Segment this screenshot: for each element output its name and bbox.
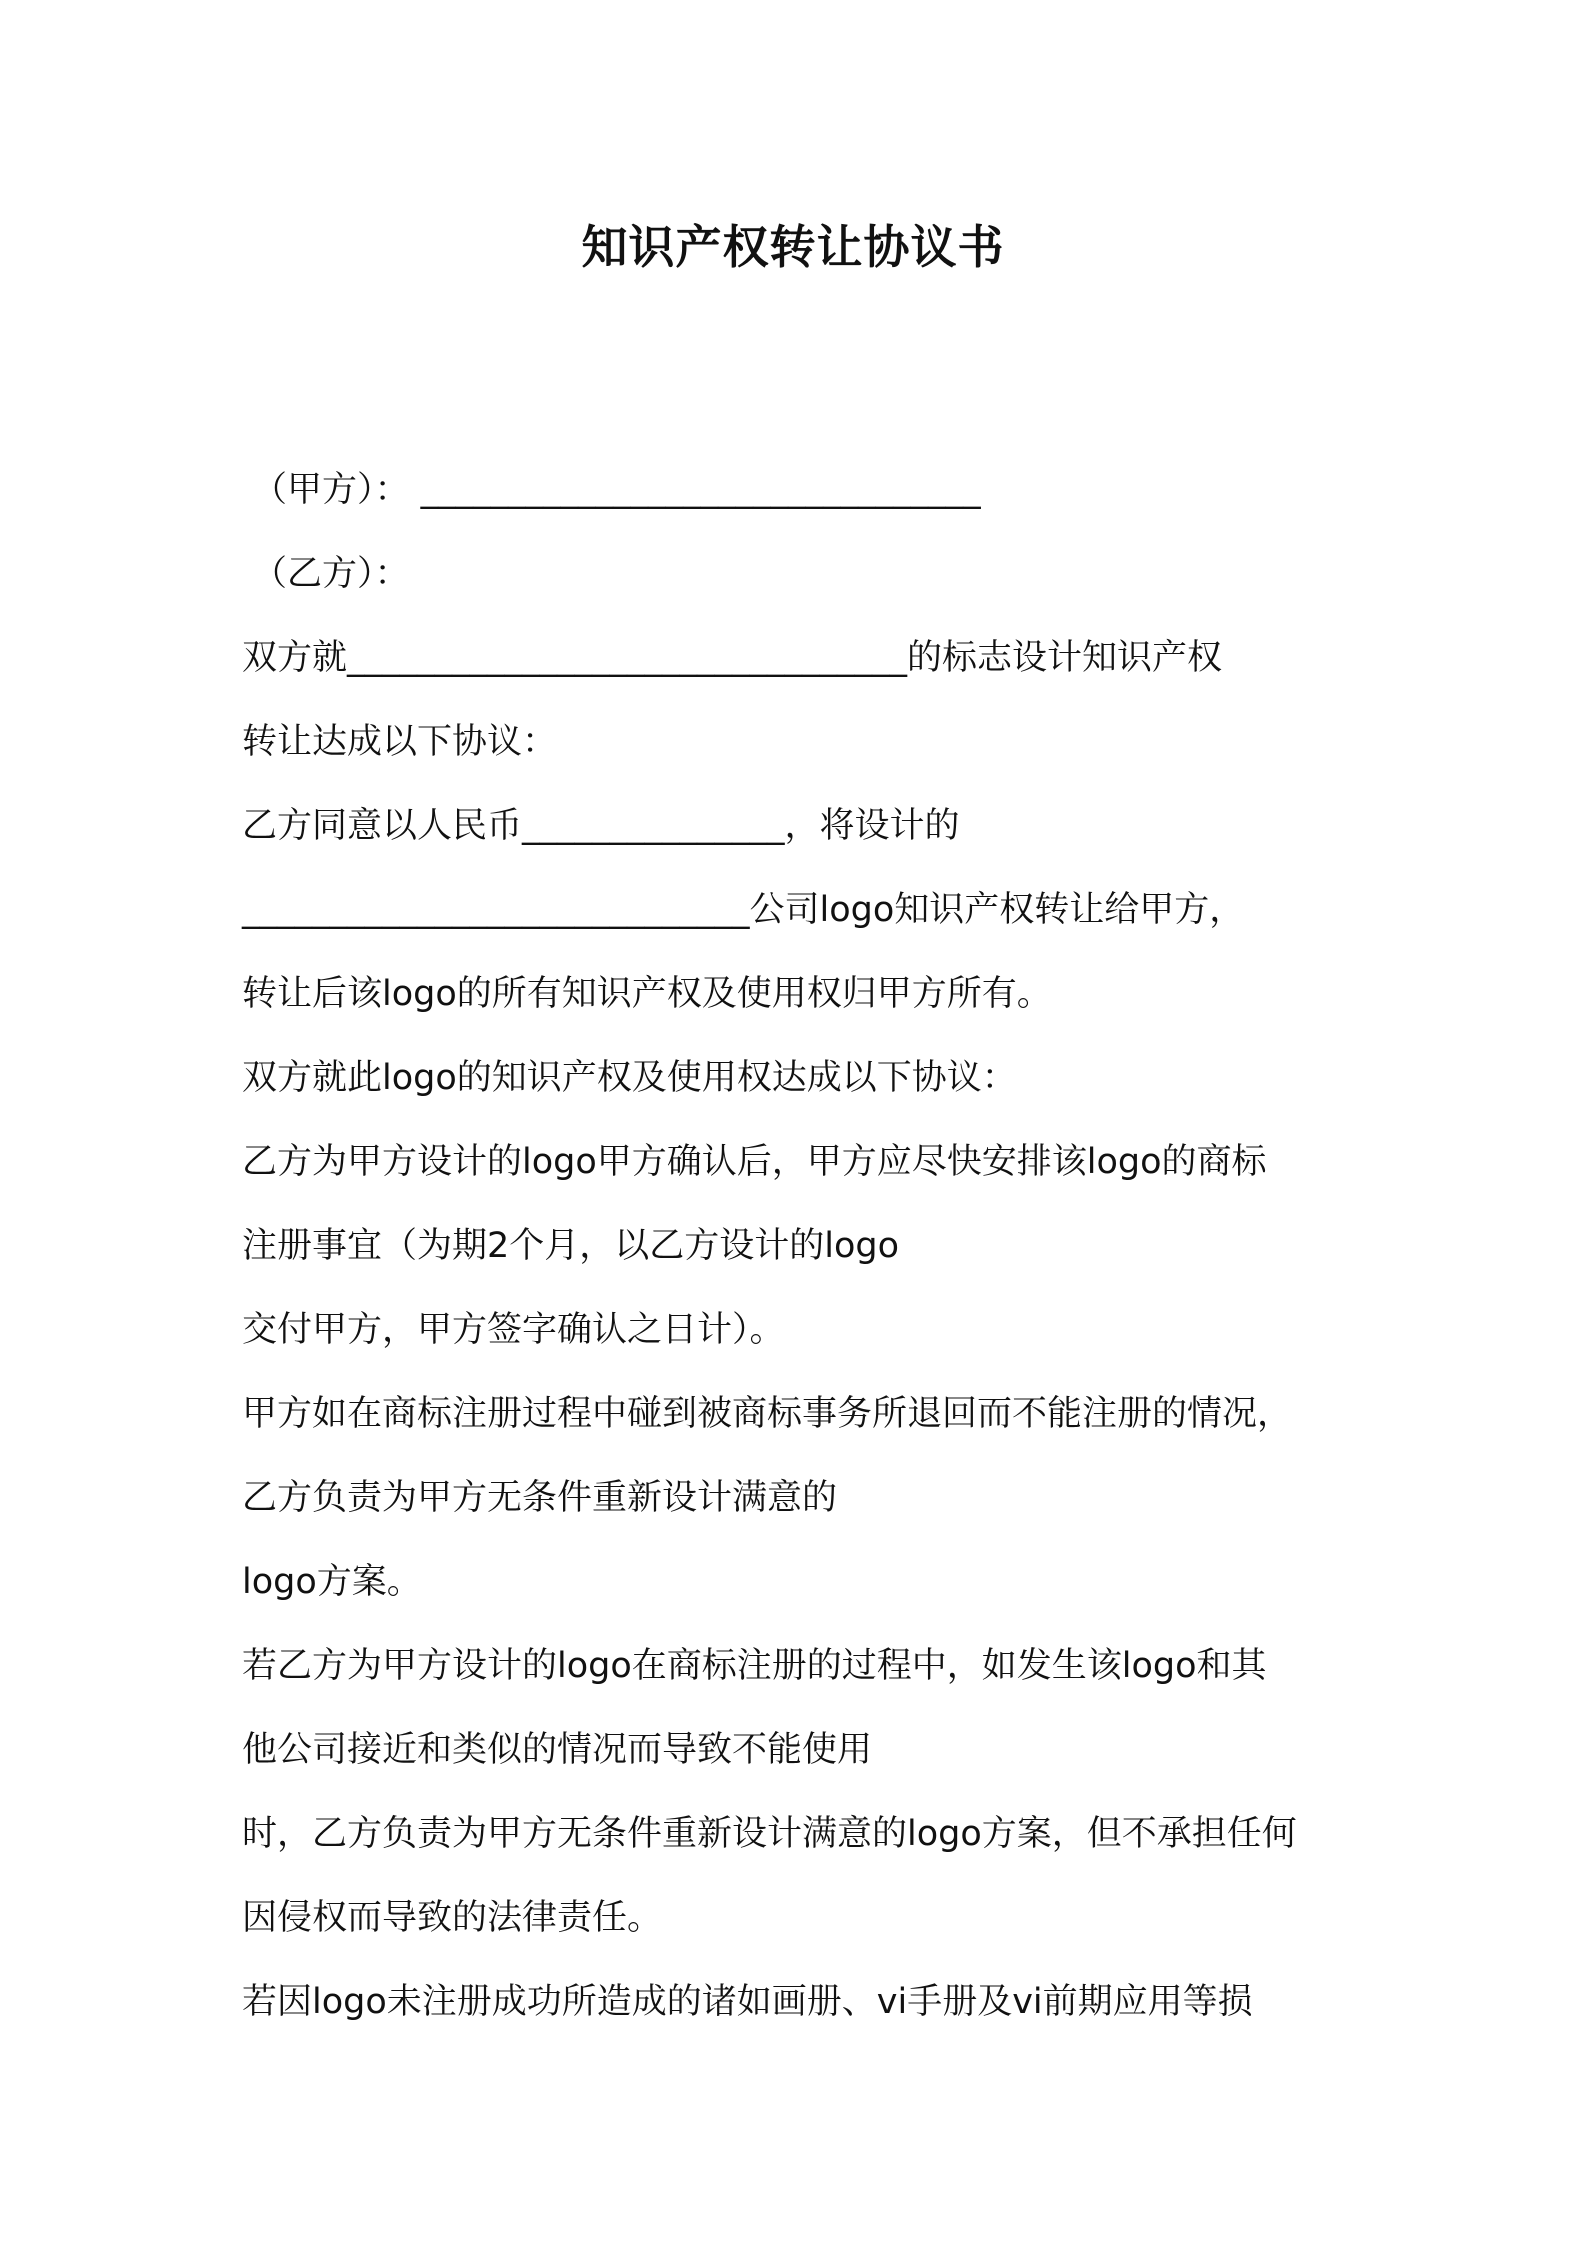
paragraph-line: 转让后该logo的所有知识产权及使用权归甲方所有。 (242, 974, 1052, 1014)
document-body (242, 448, 1372, 2044)
party-a-line: （甲方）： ________________________________ (252, 470, 981, 510)
paragraph-line: 双方就此logo的知识产权及使用权达成以下协议： (242, 1058, 1017, 1098)
paragraph-line: 转让达成以下协议： (242, 722, 558, 762)
paragraph-line: 时，乙方负责为甲方无条件重新设计满意的logo方案，但不承担任何 (242, 1814, 1297, 1854)
paragraph-line: 注册事宜（为期2个月，以乙方设计的logo (242, 1226, 900, 1266)
party-b-line: （乙方）： (252, 554, 410, 594)
paragraph-line: logo方案。 (242, 1562, 422, 1602)
paragraph-line: 若乙方为甲方设计的logo在商标注册的过程中，如发生该logo和其 (242, 1646, 1267, 1686)
paragraph-line: 双方就________________________________的标志设计知识产权 (242, 638, 1223, 678)
document-title: 知识产权转让协议书 (581, 220, 1005, 274)
paragraph-line: 他公司接近和类似的情况而导致不能使用 (242, 1730, 873, 1770)
paragraph-line: 乙方负责为甲方无条件重新设计满意的 (242, 1478, 838, 1518)
paragraph-line: 若因logo未注册成功所造成的诸如画册、vi手册及vi前期应用等损 (242, 1982, 1253, 2022)
paragraph-line: 乙方为甲方设计的logo甲方确认后，甲方应尽快安排该logo的商标 (242, 1142, 1267, 1182)
paragraph-line: 因侵权而导致的法律责任。 (242, 1898, 663, 1938)
paragraph-line: 交付甲方，甲方签字确认之日计）。 (242, 1310, 785, 1350)
paragraph-line: _____________________________公司logo知识产权转让给甲方， (242, 890, 1245, 930)
paragraph-line: 乙方同意以人民币_______________，将设计的 (242, 806, 960, 846)
paragraph-line: 甲方如在商标注册过程中碰到被商标事务所退回而不能注册的情况， (242, 1394, 1293, 1434)
